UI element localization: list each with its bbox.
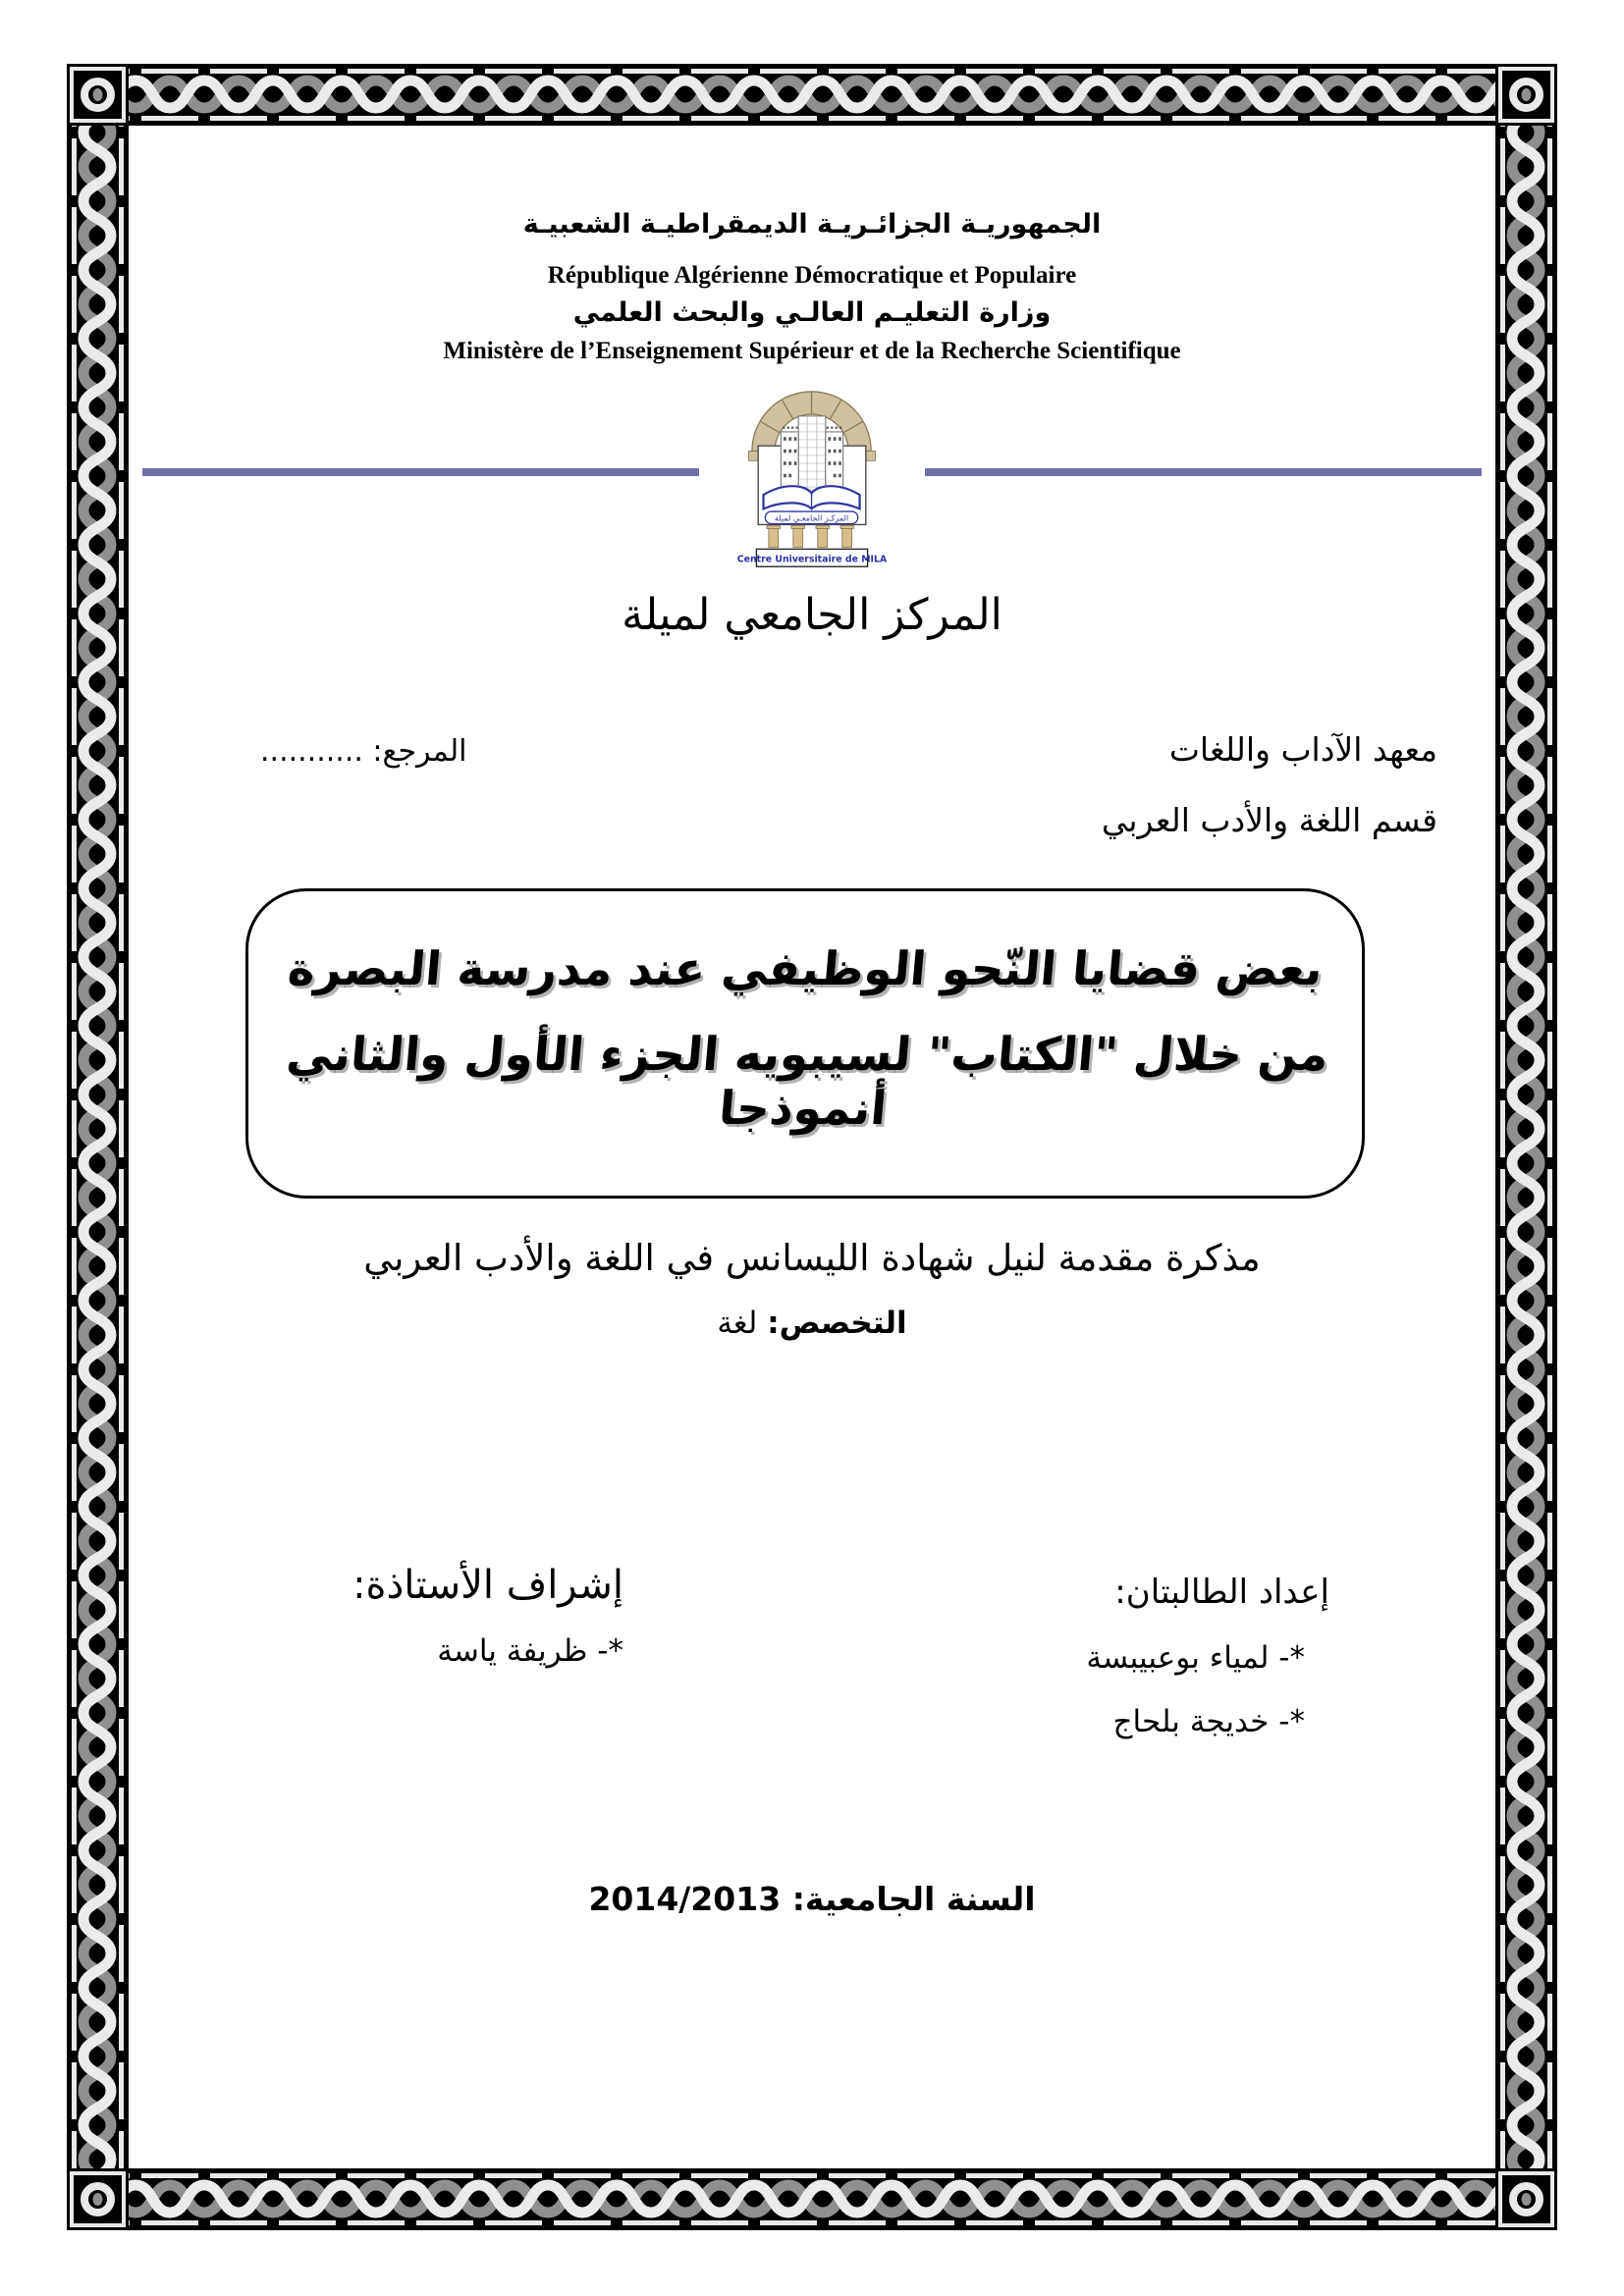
frame-weave-tile-icon (67, 957, 129, 1026)
frame-weave-tile-icon (67, 1782, 129, 1850)
frame-weave-tile-icon (617, 2168, 685, 2230)
frame-weave-tile-icon (67, 1369, 129, 1438)
academic-year-value: 2014/2013 (588, 1880, 792, 1918)
frame-weave-tile-icon (67, 1988, 129, 2056)
frame-weave-tile-icon (1495, 614, 1557, 682)
frame-border-right (1495, 64, 1557, 2230)
frame-corner-ornament-icon (1495, 64, 1557, 126)
frame-weave-tile-icon (67, 888, 129, 957)
frame-weave-tile-icon (1029, 2168, 1098, 2230)
frame-weave-tile-icon (67, 682, 129, 751)
frame-weave-tile-icon (1166, 2168, 1235, 2230)
student-name: *- لمياء بوعبيبسة (1086, 1640, 1305, 1676)
institute-department-block (1102, 715, 1437, 856)
frame-weave-tile-icon (1495, 1232, 1557, 1301)
frame-weave-tile-icon (1495, 476, 1557, 545)
frame-weave-tile-icon (67, 1232, 129, 1301)
frame-weave-tile-icon (892, 2168, 960, 2230)
frame-weave-tile-icon (1235, 2168, 1304, 2230)
student-name: *- خديجة بلحاج (1112, 1704, 1305, 1739)
frame-weave-tile-icon (1495, 751, 1557, 820)
university-name: المركز الجامعي لميلة (622, 590, 1002, 640)
frame-weave-tile-icon (1495, 1026, 1557, 1095)
frame-weave-tile-icon (685, 2168, 754, 2230)
frame-weave-tile-icon (67, 476, 129, 545)
frame-border-bottom (67, 2168, 1557, 2230)
frame-weave-tile-icon (1304, 2168, 1373, 2230)
supervision-block (191, 1563, 623, 1669)
republic-title-arabic: الجمهوريـة الجزائـريـة الديمقراطيـة الشعبيـة (522, 209, 1102, 240)
reference-label: المرجع: ........... (260, 734, 467, 769)
frame-weave-tile-icon (67, 1919, 129, 1988)
frame-weave-tile-icon (1495, 1438, 1557, 1507)
specialty-label: التخصص: (767, 1306, 907, 1341)
frame-weave-tile-icon (1495, 957, 1557, 1026)
frame-weave-tile-icon (1495, 339, 1557, 407)
frame-weave-tile-icon (410, 64, 479, 126)
frame-weave-tile-icon (67, 1026, 129, 1095)
frame-weave-tile-icon (1166, 64, 1235, 126)
frame-weave-tile-icon (67, 201, 129, 270)
frame-weave-tile-icon (1373, 2168, 1441, 2230)
specialty-line (129, 1306, 1495, 1341)
frame-weave-tile-icon (617, 64, 685, 126)
frame-weave-tile-icon (1495, 1919, 1557, 1988)
frame-weave-tile-icon (754, 64, 823, 126)
frame-weave-tile-icon (1495, 1301, 1557, 1369)
frame-weave-tile-icon (960, 2168, 1029, 2230)
frame-weave-tile-icon (67, 1095, 129, 1163)
frame-weave-tile-icon (410, 2168, 479, 2230)
frame-weave-tile-icon (1495, 1095, 1557, 1163)
frame-weave-tile-icon (67, 1575, 129, 1644)
frame-weave-tile-icon (67, 2056, 129, 2125)
frame-weave-tile-icon (1495, 1988, 1557, 2056)
frame-weave-tile-icon (960, 64, 1029, 126)
academic-year-line (129, 1880, 1495, 1918)
frame-weave-tile-icon (1495, 1163, 1557, 1232)
frame-weave-tile-icon (67, 1438, 129, 1507)
frame-border-left (67, 64, 129, 2230)
frame-weave-tile-icon (67, 751, 129, 820)
frame-weave-tile-icon (273, 64, 342, 126)
frame-weave-tile-icon (1495, 1713, 1557, 1782)
frame-weave-tile-icon (342, 64, 410, 126)
frame-weave-tile-icon (135, 64, 204, 126)
frame-weave-tile-icon (1495, 201, 1557, 270)
institute-name: معهد الآداب واللغات (1168, 730, 1437, 769)
frame-weave-tile-icon (1495, 1644, 1557, 1713)
frame-weave-tile-icon (1495, 682, 1557, 751)
frame-weave-tile-icon (1495, 1782, 1557, 1850)
frame-weave-tile-icon (1495, 2056, 1557, 2125)
specialty-value: لغة (717, 1306, 768, 1341)
frame-weave-tile-icon (67, 820, 129, 888)
university-logo (699, 383, 925, 579)
frame-weave-tile-icon (135, 2168, 204, 2230)
frame-weave-tile-icon (1495, 545, 1557, 614)
frame-weave-tile-icon (67, 1713, 129, 1782)
frame-weave-tile-icon (67, 1507, 129, 1575)
frame-weave-tile-icon (342, 2168, 410, 2230)
university-logo-icon (735, 383, 889, 568)
frame-weave-tile-icon (67, 133, 129, 201)
frame-weave-tile-icon (67, 1163, 129, 1232)
memoir-statement: مذكرة مقدمة لنيل شهادة الليسانس في اللغة والأدب العربي (363, 1237, 1261, 1279)
frame-weave-tile-icon (1029, 64, 1098, 126)
supervision-heading: إشراف الأستاذة: (352, 1563, 623, 1608)
frame-weave-tile-icon (67, 545, 129, 614)
frame-border-top (67, 64, 1557, 126)
frame-corner-ornament-icon (1495, 2168, 1557, 2230)
frame-weave-tile-icon (1098, 2168, 1166, 2230)
frame-weave-tile-icon (1495, 1850, 1557, 1919)
frame-weave-tile-icon (548, 64, 617, 126)
frame-weave-tile-icon (1495, 1507, 1557, 1575)
frame-weave-tile-icon (1304, 64, 1373, 126)
frame-weave-tile-icon (548, 2168, 617, 2230)
frame-weave-tile-icon (273, 2168, 342, 2230)
frame-weave-tile-icon (1495, 1369, 1557, 1438)
frame-weave-tile-icon (1373, 64, 1441, 126)
logo-caption: Centre Universitaire de MILA (736, 554, 888, 565)
ministry-title-french: Ministère de l’Enseignement Supérieur et de la Recherche Scientifique (443, 338, 1181, 364)
frame-corner-ornament-icon (67, 2168, 129, 2230)
frame-weave-tile-icon (1495, 270, 1557, 339)
republic-title-french: République Algérienne Démocratique et Populaire (547, 262, 1077, 289)
frame-weave-tile-icon (892, 64, 960, 126)
frame-weave-tile-icon (1495, 407, 1557, 476)
frame-weave-tile-icon (823, 64, 892, 126)
frame-weave-tile-icon (685, 64, 754, 126)
academic-year-label: السنة الجامعية: (791, 1880, 1036, 1918)
frame-weave-tile-icon (479, 2168, 548, 2230)
frame-weave-tile-icon (479, 64, 548, 126)
frame-weave-tile-icon (67, 339, 129, 407)
prepared-by-block (1086, 1573, 1329, 1739)
frame-weave-tile-icon (1495, 888, 1557, 957)
frame-weave-tile-icon (67, 407, 129, 476)
prepared-by-heading: إعداد الطالبتان: (1114, 1573, 1329, 1612)
frame-weave-tile-icon (1495, 133, 1557, 201)
frame-weave-tile-icon (823, 2168, 892, 2230)
frame-corner-ornament-icon (67, 64, 129, 126)
frame-weave-tile-icon (1495, 820, 1557, 888)
frame-weave-tile-icon (67, 614, 129, 682)
ministry-title-arabic: وزارة التعليـم العالـي والبحث العلمي (572, 297, 1052, 328)
frame-weave-tile-icon (204, 64, 273, 126)
frame-weave-tile-icon (1098, 64, 1166, 126)
frame-weave-tile-icon (67, 1644, 129, 1713)
supervisor-name: *- ظريفة ياسة (437, 1633, 623, 1669)
thesis-title-box (245, 888, 1365, 1199)
thesis-title-line2: من خلال "الكتاب" لسيبويه الجزء الأول والثاني أنموذجا (284, 1028, 1331, 1136)
department-name: قسم اللغة والأدب العربي (1101, 801, 1437, 839)
thesis-title-line1: بعض قضايا النّحو الوظيفي عند مدرسة البصرة (285, 942, 1326, 996)
frame-weave-tile-icon (67, 270, 129, 339)
logo-arabic-name: المركـز الجامعـي لميلة (774, 513, 849, 523)
frame-weave-tile-icon (67, 1850, 129, 1919)
frame-weave-tile-icon (204, 2168, 273, 2230)
frame-weave-tile-icon (1495, 1575, 1557, 1644)
frame-weave-tile-icon (754, 2168, 823, 2230)
frame-weave-tile-icon (1235, 64, 1304, 126)
frame-weave-tile-icon (67, 1301, 129, 1369)
